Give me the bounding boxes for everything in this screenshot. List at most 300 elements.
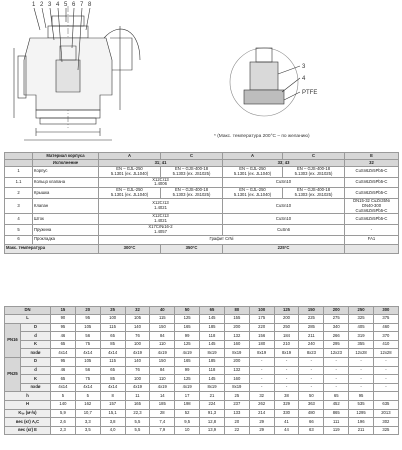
table-row [5,400,399,409]
drawing-label-7: 7 [80,2,84,8]
material-cell: Графит CrNi [99,235,345,244]
dim-value: 4x19 [175,383,200,392]
part-name: Пружина [33,225,99,236]
dim-value: 480 [299,409,324,418]
materials-header-no [5,153,33,160]
dim-value: 110 [150,340,175,349]
dim-value: 85 [100,375,125,384]
dim-value: 196 [349,418,374,427]
dim-value: 240 [299,340,324,349]
dim-label: nxdø [21,349,51,358]
dim-value: 140 [125,357,150,366]
dim-value: 8x19 [274,349,299,358]
dim-value: 52 [175,409,200,418]
dim-value: 8x19 [224,349,249,358]
dim-value: 125 [175,315,200,324]
materials-header-material: Материал корпуса [33,153,99,160]
dim-value: 200 [224,357,249,366]
max-temperature-row [5,244,399,253]
material-cell: CuSn6Zn5Pb5-C [345,167,399,178]
dim-value: 41 [274,418,299,427]
pressure-group-label: PN16 [5,323,21,357]
dim-value: 65 [51,375,76,384]
dim-value: 95 [75,315,100,324]
dim-value: 210 [274,340,299,349]
dn-value: 100 [249,307,274,315]
dim-value: 4x19 [125,383,150,392]
dim-value: 340 [324,323,349,332]
drawing-label-1: 1 [32,2,36,8]
dim-value: 99 [175,366,200,375]
dim-value: 452 [324,400,349,409]
materials-subheader-row [5,160,399,167]
dim-value: 46 [51,366,76,375]
dim-value: 10 [175,426,200,435]
dim-value: 100 [125,340,150,349]
material-cell: CuSn6Zn5Pb5-C [345,177,399,188]
dim-value: - [299,357,324,366]
dim-value: 405 [349,323,374,332]
dim-value: 8x19 [200,383,225,392]
dim-value: - [373,366,398,375]
dn-value: 150 [299,307,324,315]
dim-value: 410 [373,340,398,349]
dim-value: 4x14 [75,349,100,358]
drawing-label-3: 3 [48,2,52,8]
table-row [5,426,399,435]
dn-value: 250 [349,307,374,315]
dim-value: 145 [200,340,225,349]
dim-value: - [249,357,274,366]
dim-value: 325 [349,315,374,324]
dim-value: 156 [249,332,274,341]
row-no: 1.1 [5,177,33,188]
dim-value: 198 [175,400,200,409]
dn-value: 65 [200,307,225,315]
materials-header-row [5,153,399,160]
dim-value: 4x19 [150,383,175,392]
part-name: Корпус [33,167,99,178]
dim-label: D [21,357,51,366]
dim-value: 5 [51,392,76,401]
dn-value: 200 [324,307,349,315]
dim-value: 95 [51,323,76,332]
dim-value: 8x23 [299,349,324,358]
dim-value: 185 [150,400,175,409]
part-name: Крышка [33,188,99,199]
materials-subheader-no [5,160,33,167]
dim-value: 1295 [349,409,374,418]
materials-subheader-e: 32 [345,160,399,167]
dim-value: 66 [299,418,324,427]
dim-value: - [274,366,299,375]
material-cell: EN – GJL-250 5.1301 (ex. JL1040) [223,188,283,199]
dim-value: - [349,366,374,375]
material-cell: CuSn10 [223,198,345,213]
dim-value: 370 [373,332,398,341]
dim-value: 140 [51,400,76,409]
dim-value: 22 [224,426,249,435]
dim-value: 13,9 [200,426,225,435]
dim-value: 329 [274,400,299,409]
dim-value: 165 [175,323,200,332]
dim-value: 535 [349,400,374,409]
dim-value: 119 [324,426,349,435]
dim-value: 115 [150,315,175,324]
dim-value: 211 [349,426,374,435]
dim-value: 56 [75,366,100,375]
material-cell: EN – GJL-250 5.1301 (ex. JL1040) [223,167,283,178]
dim-value: - [299,375,324,384]
dim-value: - [324,383,349,392]
materials-header-e: E [345,153,399,160]
dim-value: 4x19 [125,349,150,358]
dim-value: 56 [75,332,100,341]
dim-value: 115 [100,323,125,332]
dim-value: 3,3 [75,418,100,427]
dim-value: 375 [373,315,398,324]
dim-value: 162 [75,400,100,409]
material-cell: X12Cr13 1.4021 [99,214,223,225]
dim-value: 133 [224,409,249,418]
material-cell: X12Cr13 1.4006 [99,177,223,188]
dn-value: 32 [125,307,150,315]
dim-value: 180 [249,340,274,349]
dim-value: - [349,357,374,366]
materials-subheader-ac1: 31; 41 [99,160,223,167]
dim-value: 185 [200,357,225,366]
dim-value: 211 [299,332,324,341]
dim-value: 200 [224,323,249,332]
table-row [5,332,399,341]
dim-value: 262 [249,400,274,409]
temp-e [345,244,399,253]
row-no: 4 [5,214,33,225]
dim-value: - [249,375,274,384]
dim-value: 5,5 [125,418,150,427]
dn-value: 125 [274,307,299,315]
dim-value: 65 [100,332,125,341]
materials-subheader-version: Исполнение [33,160,99,167]
dim-value: - [373,375,398,384]
dim-value: 155 [224,315,249,324]
dim-value: 65 [324,392,349,401]
dim-value: 363 [299,400,324,409]
dimensions-body [5,315,399,435]
dim-value: 8x19 [249,349,274,358]
dn-value: 40 [150,307,175,315]
table-row [5,357,399,366]
table-row [5,392,399,401]
drawing-label-8: 8 [88,2,92,8]
detail-callout-4: 4 [302,76,306,82]
materials-header-c2: C [283,153,345,160]
drawing-label-2: 2 [40,2,44,8]
dim-value: 10,7 [75,409,100,418]
dim-value: 29 [249,418,274,427]
valve-drawing [0,0,402,148]
dim-value [373,392,398,401]
material-cell: EN – GJS-400-18 5.1303 (ex. JS1025) [161,188,223,199]
dim-value: 165 [125,400,150,409]
dim-value: 46 [51,332,76,341]
material-cell: CuSn10 [223,214,345,225]
detail-callout-ptfe: PTFE [302,90,318,96]
table-row [5,349,399,358]
dim-value: 7,9 [150,426,175,435]
dim-value: - [324,375,349,384]
dim-value: 4,0 [100,426,125,435]
dim-value: 3,5 [75,426,100,435]
dim-value: 5,9 [51,409,76,418]
dim-value: 214 [249,409,274,418]
material-cell: FA1 [345,235,399,244]
dim-value: 14 [150,392,175,401]
dim-value: 63 [299,426,324,435]
dim-value: 4x14 [51,349,76,358]
dim-value: - [349,375,374,384]
dim-label: K [21,340,51,349]
drawing-label-5: 5 [64,2,68,8]
dim-value: 865 [324,409,349,418]
dim-value: 220 [249,323,274,332]
dim-value: 110 [150,375,175,384]
dim-value: 3,8 [100,418,125,427]
table-row [5,214,399,225]
dim-value: 15,1 [100,409,125,418]
material-cell: EN – GJS-400-18 5.1303 (ex. JS1025) [161,167,223,178]
dim-value: 12x28 [373,349,398,358]
dimensions-table [4,306,399,435]
dim-value: 100 [125,375,150,384]
dim-value: 295 [324,340,349,349]
dn-value: 50 [175,307,200,315]
dim-value: 22,3 [125,409,150,418]
dim-value: 75 [75,340,100,349]
dim-value: 125 [175,375,200,384]
table-row [5,167,399,178]
dim-label: D [21,323,51,332]
dn-header-label: DN [5,307,51,315]
material-cell: X12Cr13 1.4021 [99,198,223,213]
table-row [5,340,399,349]
dim-value: 132 [224,366,249,375]
dim-value: 76 [125,366,150,375]
drawing-label-6: 6 [72,2,76,8]
dim-value: 165 [175,357,200,366]
dim-value: 302 [373,418,398,427]
dim-value: 100 [100,315,125,324]
dim-label: nxdø [21,383,51,392]
dim-value: 160 [224,375,249,384]
dim-value: 20 [224,418,249,427]
dim-value: 29 [249,426,274,435]
dim-value: 118 [200,332,225,341]
dim-value: 355 [349,340,374,349]
dim-value: 157 [100,400,125,409]
dim-value: 111 [324,418,349,427]
dim-value: 4x19 [150,349,175,358]
dim-value: 8 [100,392,125,401]
dim-value: 275 [324,315,349,324]
dim-value: 115 [100,357,125,366]
material-cell: CuSn6Zn5Pb5-C [345,188,399,199]
dim-value: 2013 [373,409,398,418]
dim-label: вес (кг) A,C [5,418,51,427]
table-row [5,383,399,392]
dim-label: d [21,366,51,375]
materials-header-a2: A [223,153,283,160]
dim-value: 8x19 [200,349,225,358]
table-row [5,418,399,427]
row-no: 2 [5,188,33,199]
dim-value: 5 [75,392,100,401]
dim-value: 224 [200,400,225,409]
dim-value: 140 [125,323,150,332]
drawing-label-4: 4 [56,2,60,8]
dim-value: 21 [200,392,225,401]
part-name: Клапан [33,198,99,213]
dim-value: 44 [274,426,299,435]
dn-value: 300 [373,307,398,315]
dim-value: 150 [150,323,175,332]
dim-label: d [21,332,51,341]
dim-value: 237 [224,400,249,409]
dim-value: - [349,383,374,392]
table-row [5,225,399,236]
row-no: 1 [5,167,33,178]
table-row [5,323,399,332]
dim-label: K [21,375,51,384]
temp-c: 350°C [161,244,223,253]
materials-table [4,152,399,254]
dim-value: 145 [200,315,225,324]
dim-value: 250 [274,323,299,332]
dim-value: 4x14 [100,349,125,358]
dim-value: 2,3 [51,426,76,435]
dim-value: 32 [249,392,274,401]
row-no: 6 [5,235,33,244]
dim-value: - [249,383,274,392]
material-cell: EN – GJS-400-18 5.1303 (ex. JS1025) [283,188,345,199]
material-cell: DN15-32 CuZn35Ni DN40-300 CuSn6Zn5Pb5-C [345,198,399,213]
dim-value: 95 [51,357,76,366]
dim-value: 150 [150,357,175,366]
dim-value: 84 [150,332,175,341]
table-row [5,188,399,199]
dim-value: - [274,375,299,384]
dim-value: 65 [51,340,76,349]
dim-label: H [5,400,51,409]
dim-value: 460 [373,323,398,332]
dim-value: 84 [150,366,175,375]
dim-value: - [373,383,398,392]
temp-a: 300°C [99,244,161,253]
dn-value: 25 [100,307,125,315]
dim-value: 105 [125,315,150,324]
material-cell: EN – GJL-250 5.1301 (ex. JL1040) [99,167,161,178]
material-cell: CuSn6Zn5Pb5-C [345,214,399,225]
dim-value: 266 [324,332,349,341]
dim-value: 4x19 [175,349,200,358]
dim-value: - [299,383,324,392]
dim-value: 105 [75,357,100,366]
dim-value: 2,6 [51,418,76,427]
temperature-note: * (Макс. температура 200°С – по желанию) [214,134,310,139]
dim-value: - [324,357,349,366]
dim-value: 65 [100,366,125,375]
dim-value: 85 [100,340,125,349]
dim-value: 635 [373,400,398,409]
table-row [5,198,399,213]
detail-callout-3: 3 [302,64,306,70]
temp-ac2: 225°C [223,244,345,253]
dim-value: 8x19 [224,383,249,392]
part-name: Шток [33,214,99,225]
max-temperature-label: Макс. температура [5,244,99,253]
dim-value: 319 [349,332,374,341]
dim-value: 160 [224,340,249,349]
dim-value: 99 [175,332,200,341]
table-row [5,366,399,375]
dim-value: - [249,366,274,375]
dn-header-row [5,307,399,315]
dim-label: вес (кг) E [5,426,51,435]
dim-value: 330 [274,409,299,418]
dim-value: 118 [200,366,225,375]
dim-value: 200 [274,315,299,324]
dim-label: L [5,315,51,324]
part-name: Кольцо клапана [33,177,99,188]
dim-value: 38 [274,392,299,401]
dim-value: 25 [224,392,249,401]
dim-value: 12x23 [324,349,349,358]
material-cell: CuSn10 [223,177,345,188]
dim-value: 185 [200,323,225,332]
dim-value: 4x14 [51,383,76,392]
dim-value: 9,5 [175,418,200,427]
materials-subheader-ac2: 33; 43 [223,160,345,167]
material-cell: EN – GJL-250 5.1301 (ex. JL1040) [99,188,161,199]
material-cell: X17CrNi16-2 1.4057 [99,225,223,236]
dim-value: 225 [299,315,324,324]
table-row [5,315,399,324]
dim-value: 75 [75,375,100,384]
dim-value: - [324,366,349,375]
dim-value: 17 [175,392,200,401]
dim-value: 184 [274,332,299,341]
dim-value: 175 [249,315,274,324]
dim-value: - [274,383,299,392]
row-no: 5 [5,225,33,236]
dim-value: 95 [349,392,374,401]
dim-value: 132 [224,332,249,341]
materials-header-c1: C [161,153,223,160]
dn-value: 80 [224,307,249,315]
dim-label: Kᵥₛ (м³/ч) [5,409,51,418]
dim-value: 4x14 [100,383,125,392]
pressure-group-label: PN25 [5,357,21,391]
part-name: Прокладка [33,235,99,244]
dim-value: 11 [125,392,150,401]
dim-value: 50 [299,392,324,401]
dim-value: - [373,357,398,366]
dim-value: 12x28 [349,349,374,358]
material-cell: CuSn6 [223,225,345,236]
dim-value: 105 [75,323,100,332]
dim-value: 91,3 [200,409,225,418]
materials-header-a1: A [99,153,161,160]
